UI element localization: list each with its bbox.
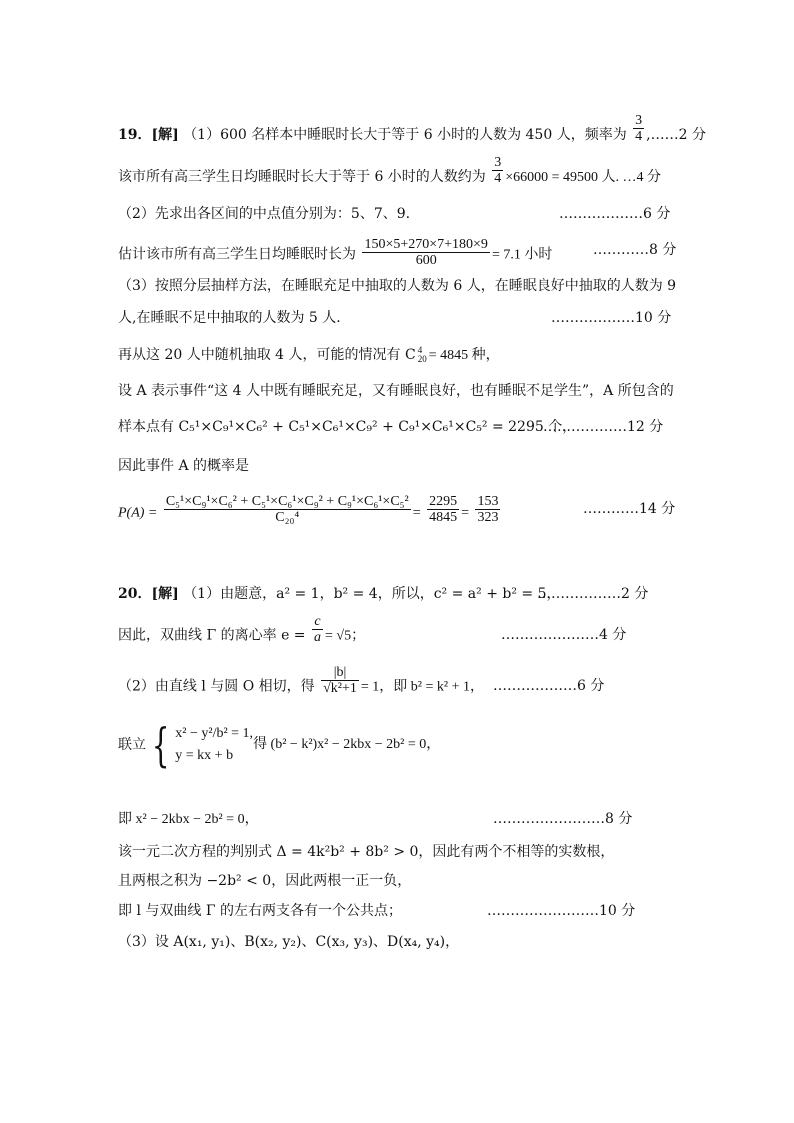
q19-l1-tail: ,……2 分: [646, 127, 706, 143]
q20-l4-eq1: x² − y²/b² = 1,: [175, 726, 254, 741]
q19-l1-text: （1）600 名样本中睡眠时长大于等于 6 小时的人数为 450 人，频率为: [183, 127, 627, 143]
q20-l6-text: 该一元二次方程的判别式 Δ = 4k²b² + 8b² > 0，因此有两个不相等的实数根，: [118, 844, 615, 860]
q19-l8-text: 设 A 表示事件“这 4 人中既有睡眠充足，又有睡眠良好，也有睡眠不足学生”，A 所包含的: [118, 383, 674, 399]
q19-line-9: [118, 418, 576, 436]
q19-l11-fraction-2: [427, 494, 459, 525]
q19-l11-score: …………14 分: [583, 501, 676, 517]
q20-line-9: [118, 933, 459, 951]
q19-l4-num: 150×5+270×7+180×9: [364, 237, 488, 252]
q19-line-4: [118, 237, 553, 268]
q20-l1-score: ………………2 分: [537, 586, 649, 602]
q20-l5-text: 即 x² − 2kbx − 2b² = 0，: [118, 812, 259, 827]
q19-l2-text: 该市所有高三学生日均睡眠时长大于等于 6 小时的人数约为: [118, 169, 486, 185]
q19-l3-score: ………………6 分: [559, 206, 671, 222]
q20-l2-tail: = √5；: [324, 628, 366, 644]
q19-line-8: [118, 382, 674, 400]
q19-l11-f2-num: 2295: [429, 494, 458, 509]
q20-line-6: [118, 843, 614, 861]
q20-l2-text: 因此，双曲线 Γ 的离心率 e =: [118, 627, 306, 644]
q19-heading: 19．[解]: [118, 127, 179, 143]
q19-l4-tail: = 7.1 小时: [491, 247, 553, 263]
q20-l3-num: |b|: [321, 665, 359, 681]
q20-l5-score: ……………………8 分: [493, 811, 633, 827]
q20-l2-fraction: [312, 614, 323, 645]
q19-l1-num: 3: [635, 112, 643, 128]
q20-l8-text: 即 l 与双曲线 Γ 的左右两支各有一个公共点；: [118, 903, 402, 919]
system-brace: {: [151, 718, 170, 772]
q19-l11-fraction-3: [475, 494, 500, 525]
q20-l2-num: c: [314, 614, 321, 629]
q19-line-3: [118, 205, 410, 223]
q19-line-7: 再从这 20 人中随机抽取 4 人，可能的情况有 C 4 20 = 4845 种，: [118, 345, 500, 364]
q20-l3-text: （2）由直线 l 与圆 O 相切，得: [118, 678, 315, 695]
q19-l2-num: 3: [494, 154, 502, 170]
q20-l2-score: …………………4 分: [501, 627, 627, 643]
q20-line-1: [118, 585, 561, 603]
q20-l4-system: [175, 723, 253, 767]
q20-line-7: [118, 872, 411, 890]
q19-line-1: [118, 112, 706, 144]
q20-l9-text: （3）设 A(x₁, y₁)、B(x₂, y₂)、C(x₃, y₃)、D(x₄, y₄)，: [118, 934, 460, 950]
q19-l6-score: ………………10 分: [551, 310, 672, 326]
q20-line-3: [118, 665, 484, 697]
q20-l3-den: √k²+1: [323, 681, 357, 696]
q20-line-8: [118, 902, 402, 920]
q19-l9-score: ………………12 分: [543, 419, 664, 435]
q19-line-2: [118, 154, 662, 187]
q19-l9-text: 样本点有 C₅¹×C₉¹×C₆² + C₅¹×C₆¹×C₉² + C₉¹×C₆¹×C₅² = 2295 个，: [118, 419, 577, 435]
q20-l7-text: 且两根之积为 −2b² < 0，因此两根一正一负，: [118, 873, 412, 889]
q19-l3-text: （2）先求出各区间的中点值分别为：5、7、9.: [118, 206, 411, 222]
q19-line-11: P(A) = $\frac{\text{C₅¹×C₉¹×C₆² + C₅¹×C₆¹×C₉² + C₉¹×C₆¹×C₅²}}{\text{C₂₀⁴}}$ = $\frac{2295}{4845}$ = $\frac{153}{323}$: [118, 494, 499, 525]
q19-l2-tail: ×66000 = 49500 人. …4 分: [505, 170, 662, 185]
q19-l2-den: 4: [494, 170, 502, 186]
q20-l2-den: a: [313, 630, 321, 645]
q19-l11-f3-num: 153: [477, 494, 499, 509]
q19-l1-den: 4: [635, 128, 643, 144]
q19-l4-fraction: [362, 237, 489, 268]
q20-l3-tail: = 1，即 b² = k² + 1，: [360, 679, 484, 695]
q20-line-4: [118, 718, 441, 772]
q19-l1-fraction: [633, 113, 644, 144]
q19-line-10: [118, 457, 249, 475]
q19-l10-text: 因此事件 A 的概率是: [118, 458, 250, 474]
q19-l7-text: 再从这 20 人中随机抽取 4 人，可能的情况有 C: [118, 347, 416, 363]
q19-l11-f2-den: 4845: [429, 510, 458, 525]
q20-l8-score: ……………………10 分: [487, 903, 636, 919]
q19-l5-text: （3）按照分层抽样方法，在睡眠充足中抽取的人数为 6 人，在睡眠良好中抽取的人数为 9: [118, 278, 677, 294]
q19-l2-fraction: [492, 155, 503, 186]
q20-l1-text: （1）由题意，a² = 1，b² = 4，所以，c² = a² + b² = 5，: [183, 586, 561, 602]
q20-l4-tail: 得 (b² − k²)x² − 2kbx − 2b² = 0，: [253, 737, 441, 752]
q20-line-5: [118, 810, 259, 829]
q20-l4-eq2: y = kx + b: [175, 748, 234, 763]
q19-l11-f3-den: 323: [477, 510, 499, 525]
q19-l6-text: 人,在睡眠不足中抽取的人数为 5 人.: [118, 310, 341, 326]
q19-l11-lhs: P(A) =: [118, 505, 158, 521]
q19-line-5: [118, 277, 676, 295]
q19-l4-den: 600: [415, 253, 437, 268]
q19-l4-text: 估计该市所有高三学生日均睡眠时长为: [118, 246, 356, 263]
q20-line-2: [118, 614, 366, 646]
q20-heading: 20．[解]: [118, 586, 179, 602]
q19-line-6: [118, 309, 341, 327]
q20-l3-score: ………………6 分: [493, 678, 605, 694]
q19-l11-den: C₂₀⁴: [275, 510, 300, 525]
q19-l11-fraction-1: [164, 494, 411, 525]
q19-l4-score: …………8 分: [593, 242, 677, 258]
q19-l7-tail: = 4845 种，: [428, 348, 500, 363]
q20-l3-fraction: [321, 665, 359, 696]
q19-l11-num: C₅¹×C₉¹×C₆² + C₅¹×C₆¹×C₉² + C₉¹×C₆¹×C₅²: [165, 494, 409, 509]
q20-l4-prefix: 联立: [118, 737, 146, 753]
